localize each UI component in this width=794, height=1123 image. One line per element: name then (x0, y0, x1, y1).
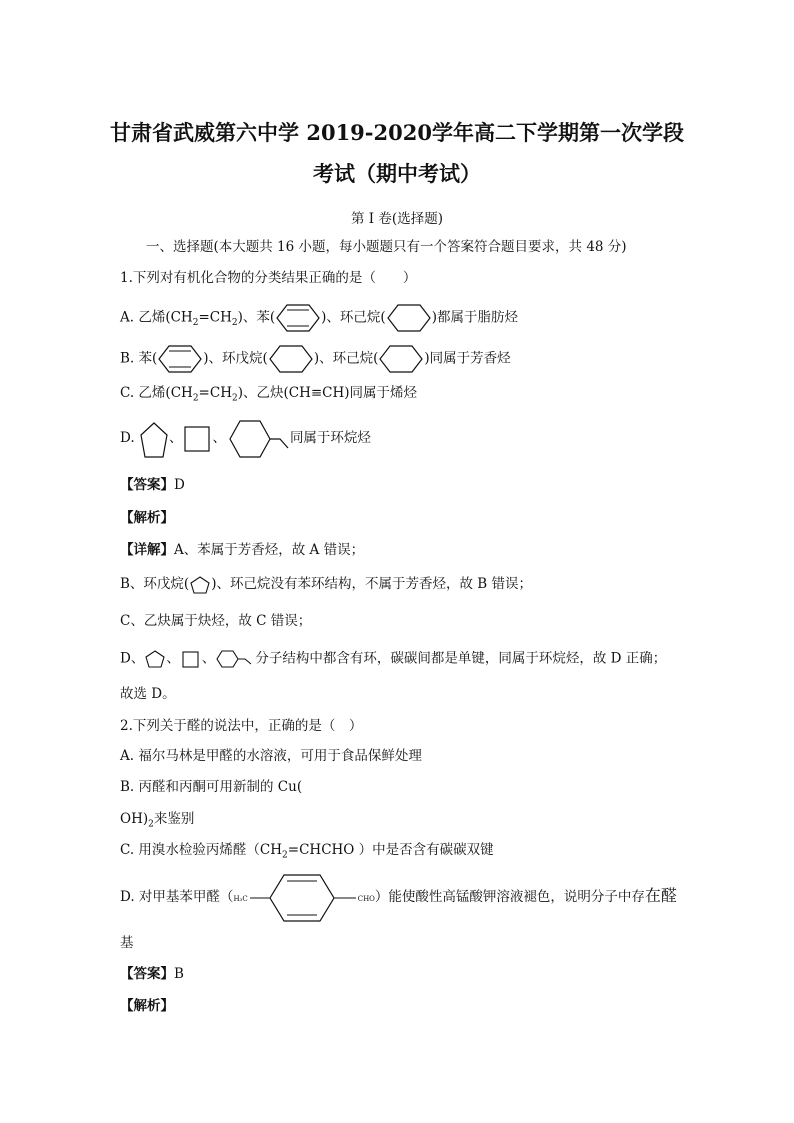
q2-option-c: C. 用溴水检验丙烯醛（$CH_2=CHCHO$ ）中是否含有碳碳双键 (120, 842, 494, 861)
cyclopentane-structure (189, 575, 211, 595)
q1-detail-c: C、乙炔属于炔烃，故 C 错误； (120, 613, 312, 629)
cyclohexane-structure (386, 303, 432, 333)
q2-option-a: A. 福尔马林是甲醛的水溶液，可用于食品保鲜处理 (120, 748, 422, 764)
cyclobutane-structure (182, 422, 212, 456)
cyclohexane-structure (378, 344, 424, 374)
cyclopentane-structure (139, 419, 169, 459)
benzene-structure (275, 303, 321, 333)
methylcyclohexane-structure (215, 648, 255, 670)
q2-analysis-label: 【解析】 (120, 998, 174, 1014)
q1-option-c: C. 乙烯$(CH_2=CH_2)$、乙炔(CH≡CH)同属于烯烃 (120, 385, 418, 404)
cyclopentane-structure (144, 649, 166, 669)
q1-detail-b: B、环戊烷( )、环己烷没有苯环结构，不属于芳香烃，故 B 错误； (120, 574, 532, 595)
q2-option-d: D. 对甲基苯甲醛（H₃C CHO）能使酸性高锰酸钾溶液褪色，说明分子中存在醛 (120, 868, 677, 927)
cyclohexane-structure (268, 344, 314, 374)
q1-conclusion: 故选 D。 (120, 686, 176, 702)
q1-option-d: D. 、 、 同属于环烷烃 (120, 415, 371, 462)
title-line-1: 甘肃省武威第六中学 2019-2020学年高二下学期第一次学段 (110, 120, 684, 145)
section-heading: 一、选择题(本大题共 16 小题，每小题题只有一个答案符合题目要求，共 48 分) (146, 239, 627, 255)
q1-stem: 1.下列对有机化合物的分类结果正确的是（ ） (120, 270, 417, 286)
q1-option-b: B. 苯( )、环戊烷( )、环己烷( )同属于芳香烃 (120, 344, 511, 374)
q2-option-b-line2: $OH)_2$来鉴别 (120, 811, 195, 830)
benzene-structure (157, 344, 203, 374)
p-methylbenzaldehyde-structure (248, 870, 358, 926)
cyclobutane-structure (180, 649, 202, 669)
title-line-2: 考试（期中考试） (313, 161, 481, 186)
volume-label: 第 I 卷(选择题) (351, 211, 443, 227)
q1-detail-a: 【详解】A、苯属于芳香烃，故 A 错误； (120, 542, 365, 558)
q2-stem: 2.下列关于醛的说法中，正确的是（ ） (120, 718, 363, 734)
q1-detail-d: D、 、 、 分子结构中都含有环，碳碳间都是单键，同属于环烷烃，故 D 正确； (120, 648, 666, 670)
q1-option-a: A. 乙烯$(CH_2=CH_2)$、苯( )、环己烷( )都属于脂肪烃 (120, 303, 518, 333)
q2-option-d-line2: 基 (120, 935, 134, 951)
q2-answer: 【答案】B (120, 966, 184, 982)
q1-answer: 【答案】D (120, 477, 185, 493)
methylcyclohexane-structure (226, 416, 290, 462)
q2-option-b-line1: B. 丙醛和丙酮可用新制的 Cu( (120, 779, 303, 795)
q1-analysis-label: 【解析】 (120, 510, 174, 526)
